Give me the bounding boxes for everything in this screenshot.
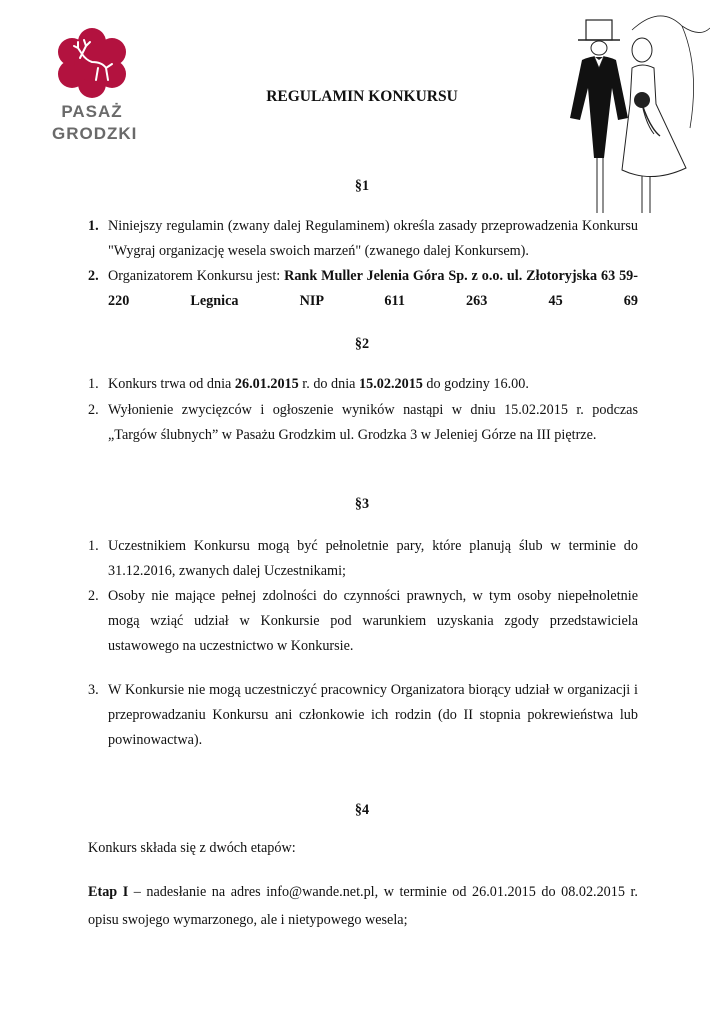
etap-text: – nadesłanie na adres info@wande.net.pl, w terminie od 26.01.2015 do 08.02.2015 r. opisu swojego wymarzonego, ale i nietypowego wesela; bbox=[88, 884, 638, 928]
s1-item-2 bbox=[88, 264, 638, 314]
item-text: Uczestnikiem Konkursu mogą być pełnoletnie pary, które planują ślub w terminie do 31.12.2016, zwanych dalej Uczestnikami; bbox=[108, 538, 638, 579]
item-number: 1. bbox=[88, 376, 99, 392]
start-date: 26.01.2015 bbox=[234, 376, 299, 392]
item-number: 2. bbox=[88, 588, 99, 604]
section-heading-1: §1 bbox=[354, 178, 370, 194]
item-text: W Konkursie nie mogą uczestniczyć pracownicy Organizatora biorący udział w organizacji i przeprowadzaniu Konkursu ani członkowie ich rodzin (do II stopnia pokrewieństwa lub powinowactwa). bbox=[108, 682, 638, 748]
etap-label: Etap I bbox=[88, 884, 129, 900]
s4-etap-1 bbox=[88, 878, 638, 934]
section-heading-3: §3 bbox=[354, 496, 370, 512]
s3-item-1 bbox=[88, 534, 638, 584]
item-number: 2. bbox=[88, 402, 99, 418]
item-number: 3. bbox=[88, 682, 99, 698]
document-title: REGULAMIN KONKURSU bbox=[266, 88, 458, 105]
s4-intro: Konkurs składa się z dwóch etapów: bbox=[88, 840, 296, 856]
end-date: 15.02.2015 bbox=[359, 376, 423, 392]
item-text bbox=[108, 264, 638, 314]
organizer-label: Organizatorem Konkursu jest: bbox=[108, 268, 285, 284]
s1-item-1 bbox=[88, 214, 638, 264]
item-text: Niniejszy regulamin (zwany dalej Regulaminem) określa zasady przeprowadzenia Konkursu "Wygraj organizację wesela swoich marzeń" (zwanego dalej Konkursem). bbox=[108, 218, 638, 259]
section-heading-2: §2 bbox=[354, 336, 370, 352]
item-number: 2. bbox=[88, 268, 99, 284]
item-text: Wyłonienie zwycięzców i ogłoszenie wyników nastąpi w dniu 15.02.2015 r. podczas „Targów ślubnych” w Pasażu Grodzkim ul. Grodzka 3 w Jeleniej Górze na III piętrze. bbox=[108, 402, 638, 443]
text-part: do godziny 16.00. bbox=[422, 376, 529, 392]
s3-item-2 bbox=[88, 584, 638, 659]
logo-text-line1: PASAŻ bbox=[61, 102, 123, 121]
s3-item-3 bbox=[88, 678, 638, 753]
item-number: 1. bbox=[88, 218, 99, 234]
item-number: 1. bbox=[88, 538, 99, 554]
text-part: Konkurs trwa od dnia bbox=[108, 376, 235, 392]
text-part: r. do dnia bbox=[298, 376, 360, 392]
item-text: Osoby nie mające pełnej zdolności do czynności prawnych, w tym osoby niepełnoletnie mogą wziąć udział w Konkursie pod warunkiem uzyskania zgody przedstawiciela ustawowego na uczestnictwo w Konkursie. bbox=[108, 588, 638, 654]
section-heading-4: §4 bbox=[354, 802, 370, 818]
organizer-details: Rank Muller Jelenia Góra Sp. z o.o. ul. Złotoryjska 63 59-220 Legnica NIP 611 263 45 69 bbox=[108, 268, 638, 309]
item-text bbox=[108, 372, 638, 397]
s2-item-2 bbox=[88, 398, 638, 448]
logo-text-line2: GRODZKI bbox=[52, 124, 138, 143]
s2-item-1 bbox=[88, 372, 638, 397]
